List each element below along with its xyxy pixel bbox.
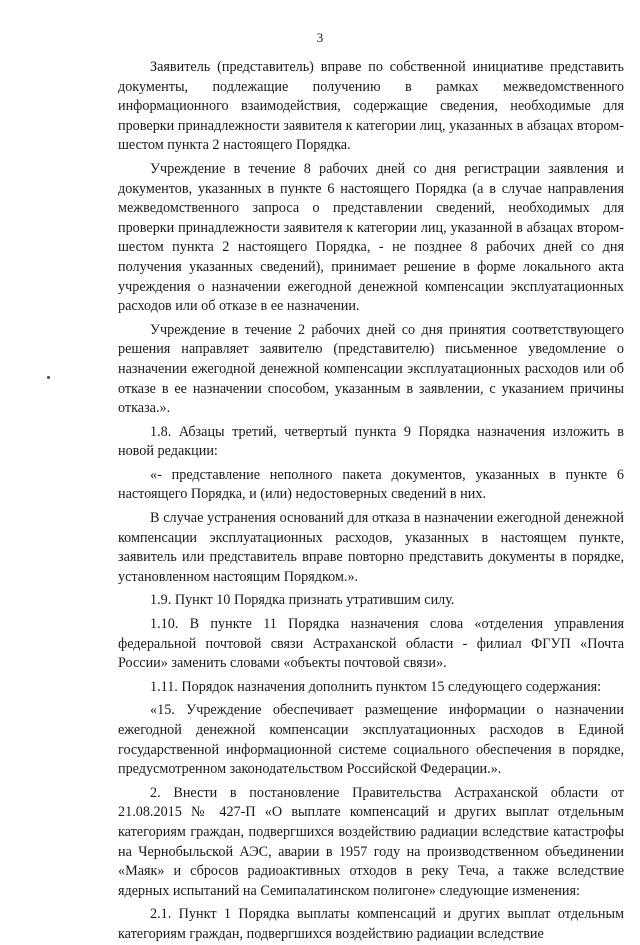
paragraph-decision-term: Учреждение в течение 8 рабочих дней со дня регистрации заявления и документов, указанных в пункте 6 настоящего Порядка (а в случае направления межведомственного запроса о представлении сведений, необходимых для проверки принадлежности заявителя к категории лиц, указанной в абзацах втором-шестом пункта 2 настоящего Порядка, - не позднее 8 рабочих дней со дня получения указанных сведений), принимает решение в форме локального акта учреждения о назначении ежегодной денежной компенсации эксплуатационных расходов или об отказе в ее назначении. (118, 160, 624, 315)
paragraph-item-1-11: 1.11. Порядок назначения дополнить пунктом 15 следующего содержания: (150, 678, 602, 695)
paragraph-applicant-right: Заявитель (представитель) вправе по собственной инициативе представить документы, подлежащие получению в рамках межведомственного информационного взаимодействия, содержащие сведения, необходимые для проверки принадлежности заявителя к категории лиц, указанных в абзацах втором-шестом пункта 2 настоящего Порядка. (118, 59, 624, 154)
document-body (118, 58, 624, 945)
paragraph-item-1-10: 1.10. В пункте 11 Порядка назначения слова «отделения управления федеральной почтовой связи Астраханской области - филиал ФГУП «Почта России» заменить словами «объекты почтовой связи». (118, 616, 624, 672)
paragraph-item-2: 2. Внести в постановление Правительства Астраханской области от 21.08.2015 № 427-П «О выплате компенсаций и других выплат отдельным категориям граждан, подвергшихся воздействию радиации вследствие катастрофы на Чернобыльской АЭС, аварии в 1957 году на производственном объединении «Маяк» и сбросов радиоактивных отходов в реку Теча, а также вследствие ядерных испытаний на Семипалатинском полигоне» следующие изменения: (118, 784, 624, 899)
paragraph-incomplete-package: «- представление неполного пакета документов, указанных в пункте 6 настоящего Порядка, и (или) недостоверных сведений в них. (118, 466, 624, 503)
scan-speck (47, 376, 50, 379)
paragraph-notification: Учреждение в течение 2 рабочих дней со дня принятия соответствующего решения направляет заявителю (представителю) письменное уведомление о назначении ежегодной денежной компенсации эксплуатационных расходов или об отказе в ее назначении способом, указанным в заявлении, с указанием причины отказа.». (118, 321, 624, 417)
paragraph-item-15: «15. Учреждение обеспечивает размещение информации о назначении ежегодной денежной компенсации эксплуатационных расходов в Единой государственной информационной системе социального обеспечения в порядке, предусмотренном законодательством Российской Федерации.». (118, 702, 624, 778)
paragraph-item-1-8: 1.8. Абзацы третий, четвертый пункта 9 Порядка назначения изложить в новой редакции: (118, 423, 624, 460)
paragraph-item-1-9: 1.9. Пункт 10 Порядка признать утратившим силу. (150, 592, 455, 609)
page-number: 3 (316, 30, 324, 45)
paragraph-item-2-1: 2.1. Пункт 1 Порядка выплаты компенсаций и других выплат отдельным категориям граждан, подвергшихся воздействию радиации вследствие (118, 906, 624, 942)
paragraph-reapplication: В случае устранения оснований для отказа в назначении ежегодной денежной компенсации эксплуатационных расходов, указанных в настоящем пункте, заявитель или представитель вправе повторно представить документы в порядке, установленном настоящим Порядком.». (118, 510, 624, 585)
